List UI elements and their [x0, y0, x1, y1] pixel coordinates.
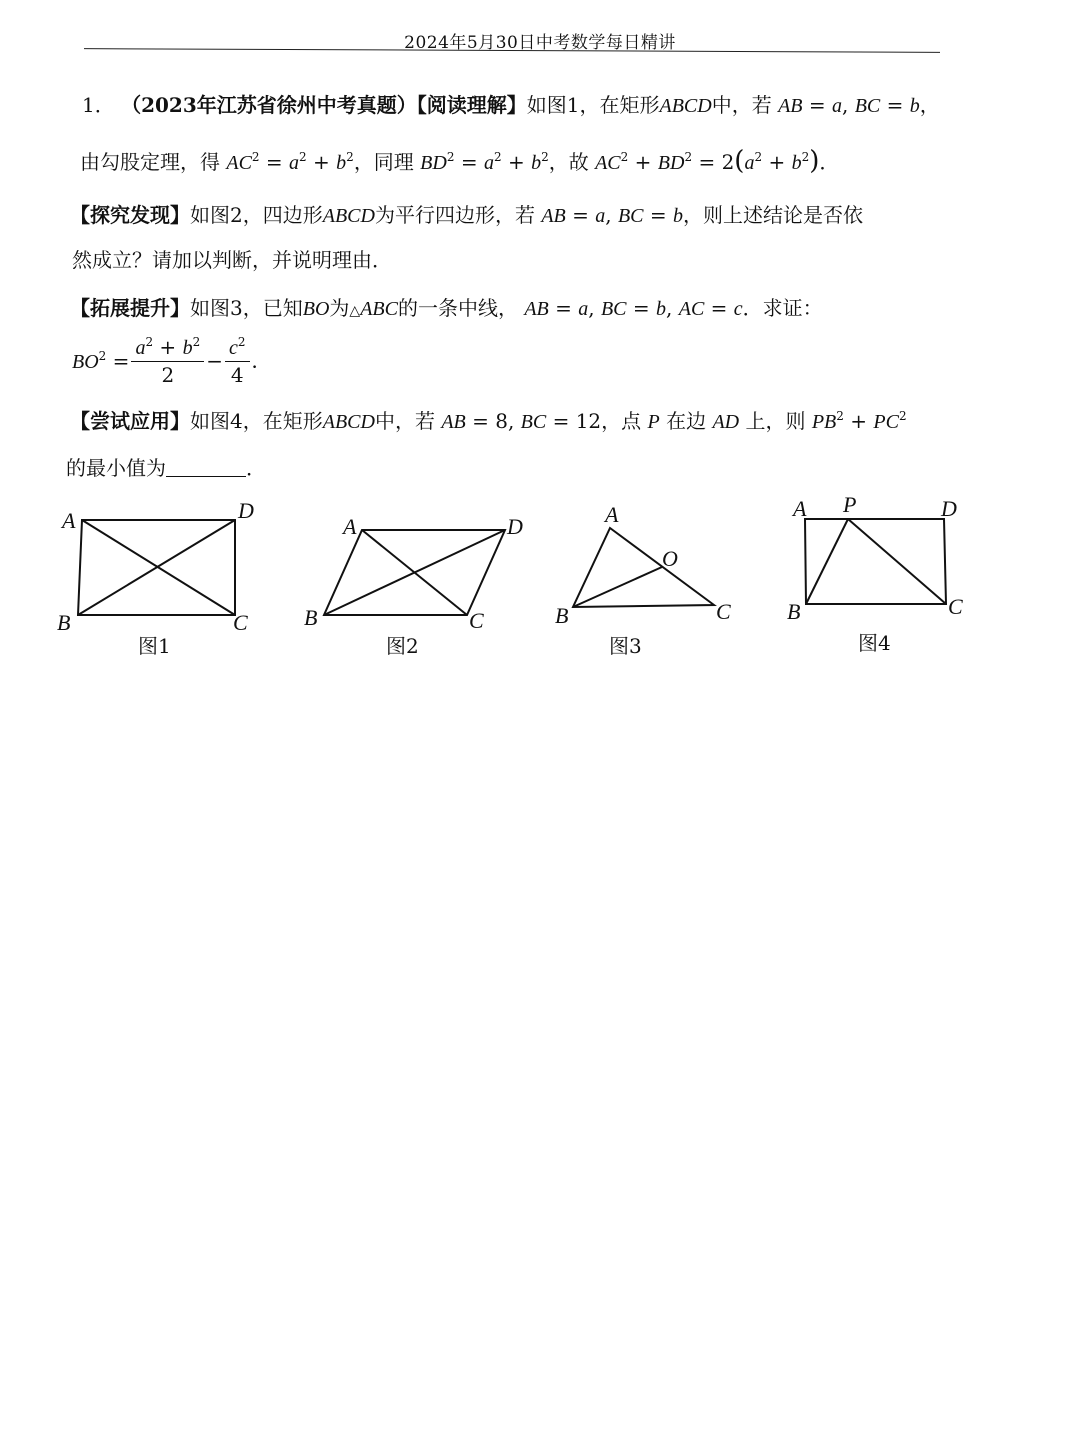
extend-proof-formula: $BO^2$ = $\frac{a^2 + b^2}{2}$ − $\frac{c^2}{4}$ [72, 336, 252, 385]
reading-tag: 【阅读理解】 [416, 93, 527, 117]
fig2-label-b: B [304, 605, 318, 630]
reading-formula-ac: $AC^2 = a^2 + b^2$ [226, 150, 354, 174]
apply-text-6: 的最小值为 [66, 456, 166, 480]
fig4-label-a: A [793, 496, 807, 521]
explore-formula: AB = a, BC = b [541, 203, 683, 227]
reading-abcd: ABCD [659, 95, 712, 117]
apply-text-3: ，点 [601, 409, 642, 433]
extend-text-1: 如图3，已知 [190, 296, 303, 320]
fig1-caption: 图1 [138, 634, 171, 658]
fig4-segment-pc [848, 519, 946, 604]
fig1-label-b: B [57, 610, 71, 635]
apply-abcd: ABCD [322, 411, 375, 433]
extend-tag: 【拓展提升】 [70, 296, 190, 320]
figure-4-rectangle [787, 492, 963, 655]
extend-bo: BO [302, 298, 330, 320]
reading-text-2: 中，若 [711, 93, 772, 117]
explore-tag: 【探究发现】 [70, 203, 190, 227]
fig3-label-b: B [555, 603, 569, 628]
reading-formula-ab-bc: AB = a, BC = b [778, 93, 920, 117]
fig3-label-o: O [662, 546, 678, 571]
problem-source: （2023年江苏省徐州中考真题） [121, 93, 417, 117]
fig3-caption: 图3 [609, 634, 642, 658]
fig2-caption: 图2 [386, 634, 419, 658]
figure-3-triangle [555, 502, 731, 658]
reading-text-1: 如图1，在矩形 [526, 93, 660, 117]
extend-text-3: 的一条中线， [397, 296, 518, 320]
reading-text-6: ，故 [548, 150, 589, 174]
explore-text-2: 为平行四边形，若 [374, 203, 535, 227]
page-header: 2024年5月30日中考数学每日精讲 [404, 33, 676, 53]
fig2-label-d: D [507, 514, 523, 539]
reading-text-3: ， [919, 93, 940, 117]
explore-text-1: 如图2，四边形 [190, 203, 323, 227]
apply-text-4: 在边 [666, 409, 707, 433]
apply-text-1: 如图4，在矩形 [190, 409, 323, 433]
apply-text-7: ． [246, 456, 266, 480]
extend-formula: AB = a, BC = b, AC = c [524, 296, 743, 320]
fig3-label-a: A [605, 502, 619, 527]
apply-p: P [647, 411, 660, 433]
reading-formula-bd: $BD^2 = a^2 + b^2$ [420, 150, 549, 174]
reading-text-7: ． [819, 150, 840, 174]
fig2-label-a: A [343, 514, 357, 539]
problem-line-5 [70, 298, 823, 319]
fig4-caption: 图4 [858, 631, 891, 655]
problem-line-4 [72, 250, 392, 270]
fig4-label-p: P [843, 492, 857, 517]
problem-line-8 [66, 458, 266, 478]
fig3-median-bo [573, 567, 662, 607]
extend-text-5: ． [251, 348, 272, 373]
fig3-triangle-outline [573, 528, 714, 607]
explore-text-4: 然成立？请加以判断，并说明理由． [72, 248, 392, 272]
problem-number: 1． [82, 93, 115, 117]
extend-text-2: 为 [329, 296, 350, 320]
fig4-label-d: D [941, 496, 957, 521]
fig1-label-a: A [62, 508, 76, 533]
fig1-label-c: C [233, 610, 248, 635]
problem-line-7 [70, 410, 907, 432]
reading-text-5: ，同理 [353, 150, 414, 174]
problem-line-6 [72, 336, 272, 385]
figure-2-parallelogram [304, 514, 523, 658]
problem-line-3 [70, 205, 863, 226]
fig4-label-b: B [787, 599, 801, 624]
answer-blank [166, 458, 246, 477]
explore-abcd: ABCD [322, 205, 375, 227]
figure-1-rectangle [57, 498, 254, 658]
apply-ad: AD [712, 411, 740, 433]
extend-abc: ABC [360, 298, 398, 320]
triangle-symbol: △ [349, 303, 361, 319]
reading-formula-sum: $AC^2 + BD^2 = 2(a^2 + b^2)$ [595, 146, 820, 176]
fig3-label-c: C [716, 599, 731, 624]
apply-text-2: 中，若 [374, 409, 435, 433]
apply-formula: AB = 8, BC = 12 [441, 409, 602, 433]
reading-text-4: 由勾股定理，得 [80, 150, 220, 174]
figures [0, 490, 1080, 670]
apply-text-5: 上，则 [745, 409, 806, 433]
fig4-label-c: C [948, 594, 963, 619]
apply-target-formula: $PB^2 + PC^2$ [811, 409, 907, 433]
extend-text-4: ．求证： [742, 296, 823, 320]
fig2-label-c: C [469, 608, 484, 633]
problem-line-1 [82, 95, 940, 116]
explore-text-3: ，则上述结论是否依 [683, 203, 863, 227]
problem-line-2 [80, 148, 839, 174]
fig1-label-d: D [238, 498, 254, 523]
apply-tag: 【尝试应用】 [70, 409, 190, 433]
fig4-segment-pb [806, 519, 848, 604]
fig2-diagonal-bd [324, 530, 505, 615]
